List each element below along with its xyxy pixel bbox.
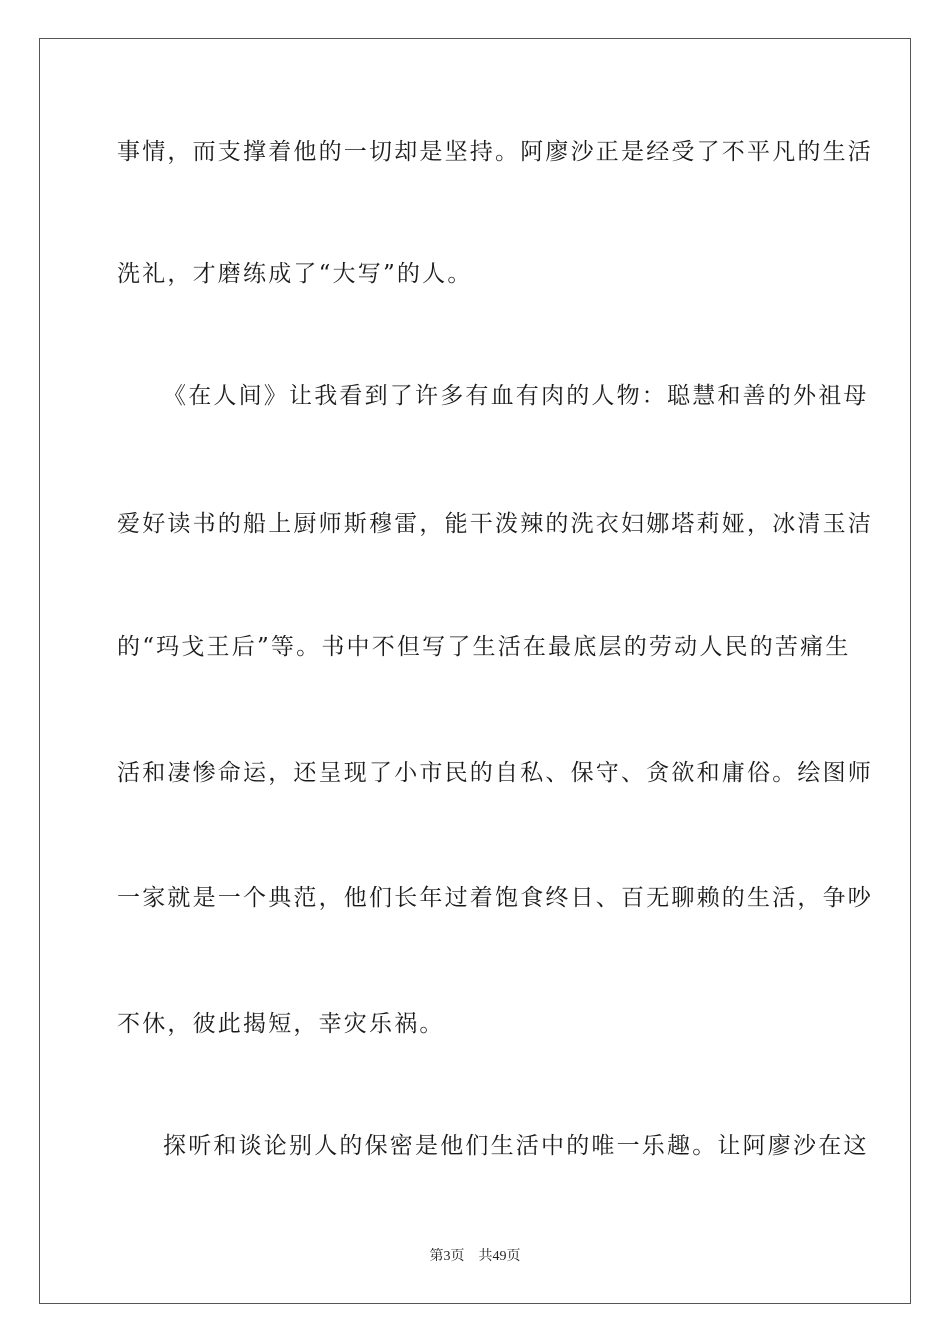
page-border — [39, 38, 911, 1304]
body-line-1: 事情，而支撑着他的一切却是坚持。阿廖沙正是经受了不平凡的生活 — [117, 139, 873, 165]
body-line-9: 探听和谈论别人的保密是他们生活中的唯一乐趣。让阿廖沙在这 — [163, 1133, 869, 1159]
body-line-4: 爱好读书的船上厨师斯穆雷，能干泼辣的洗衣妇娜塔莉娅，冰清玉洁 — [117, 511, 873, 537]
body-line-2: 洗礼，才磨练成了“大写”的人。 — [117, 261, 473, 287]
body-line-7: 一家就是一个典范，他们长年过着饱食终日、百无聊赖的生活，争吵 — [117, 885, 873, 911]
page-footer — [0, 1248, 950, 1266]
body-line-8: 不休，彼此揭短，幸灾乐祸。 — [117, 1011, 445, 1037]
body-line-5: 的“玛戈王后”等。书中不但写了生活在最底层的劳动人民的苦痛生 — [117, 634, 851, 660]
body-line-3: 《在人间》让我看到了许多有血有肉的人物：聪慧和善的外祖母 — [163, 383, 869, 409]
page-total: 共49页 — [478, 1249, 521, 1264]
page-number: 第3页 — [429, 1249, 465, 1264]
body-line-6: 活和凄惨命运，还呈现了小市民的自私、保守、贪欲和庸俗。绘图师 — [117, 760, 873, 786]
